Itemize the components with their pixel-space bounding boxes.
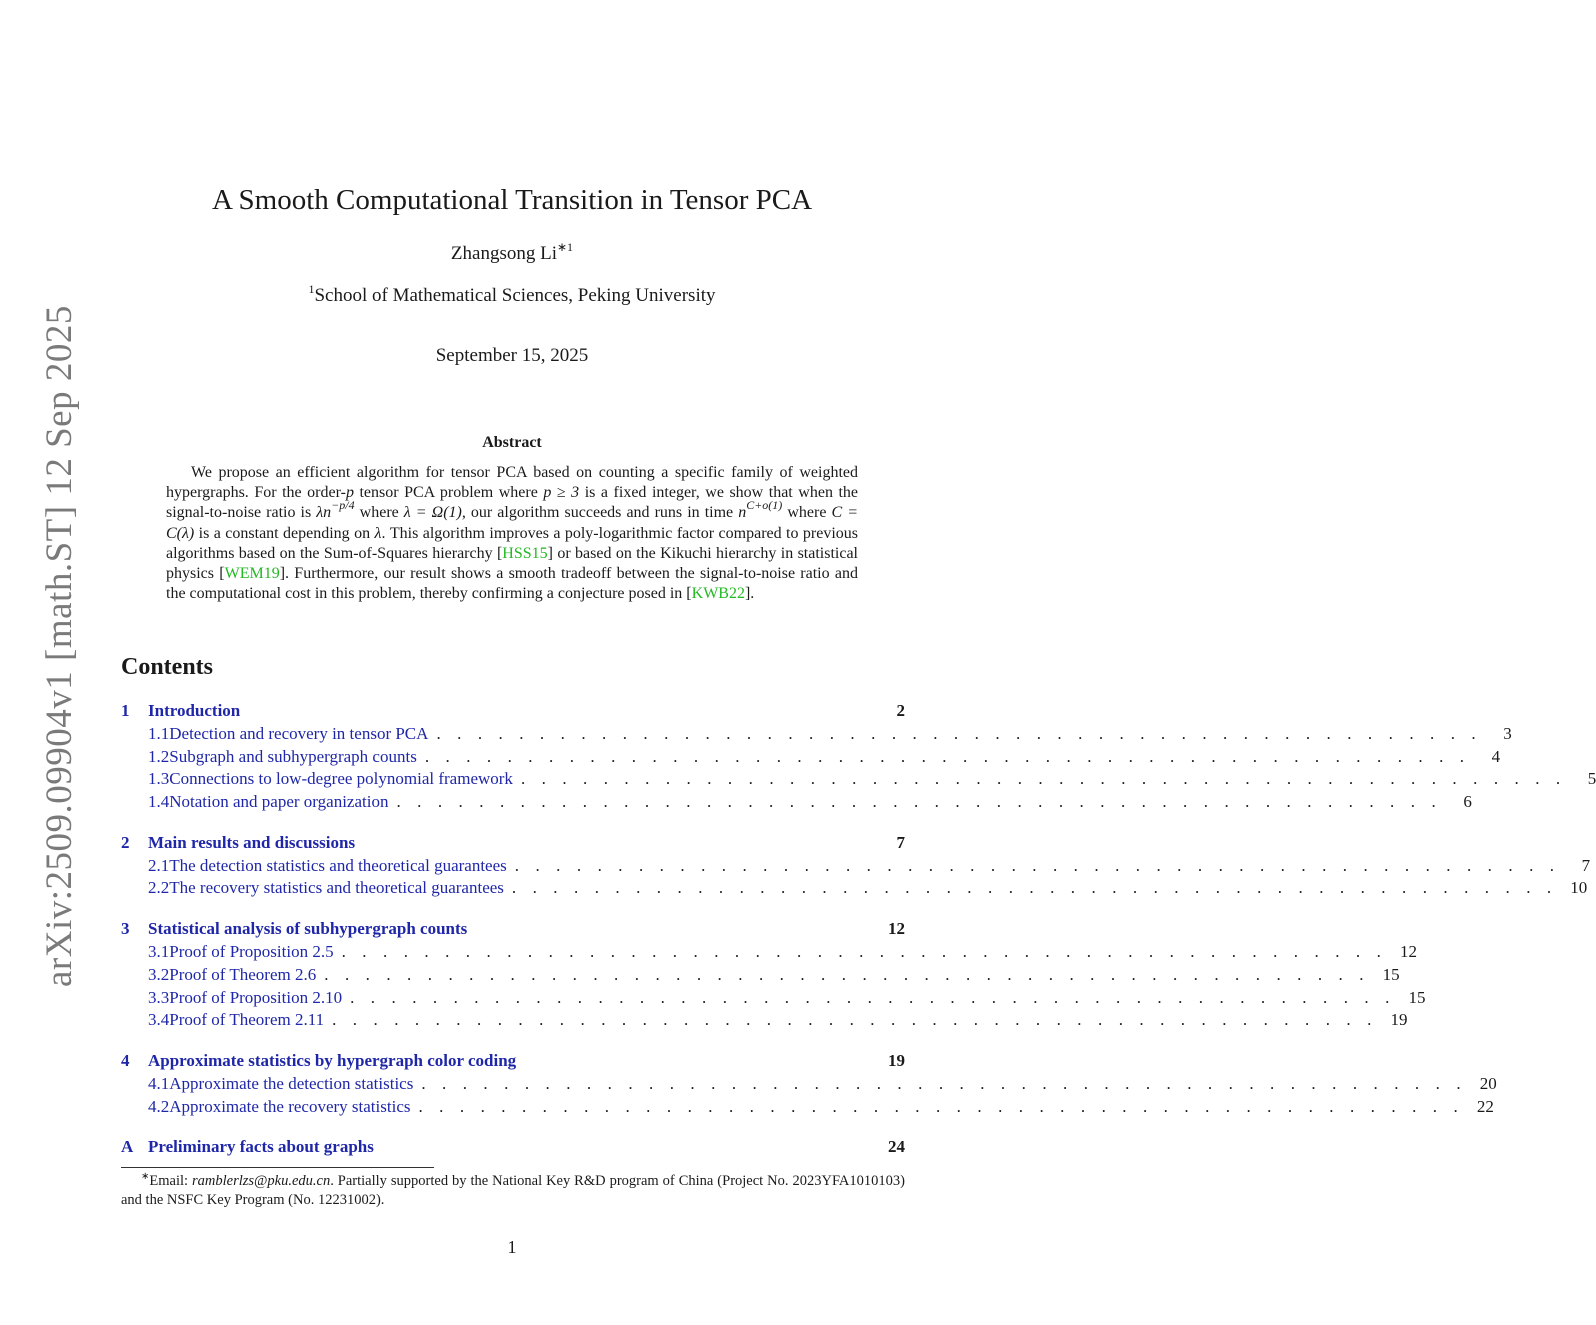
toc-page-number: 7 <box>1581 855 1591 875</box>
toc-number: 3.2 <box>148 964 170 984</box>
math-snr-exponent: −p/4 <box>331 498 355 513</box>
footnote-email[interactable]: ramblerlzs@pku.edu.cn <box>192 1173 331 1189</box>
toc-page-number: 10 <box>1570 878 1588 898</box>
math-snr: λn <box>316 504 332 522</box>
author-line <box>0 240 1024 265</box>
toc-page-number: 5 <box>1587 769 1596 789</box>
citation-link[interactable]: HSS15 <box>502 544 548 562</box>
toc-number: 1.2 <box>148 746 170 766</box>
toc-page-number: 4 <box>1491 746 1501 766</box>
toc-section[interactable] <box>121 700 905 723</box>
abstract-text: is a constant depending on <box>194 524 375 542</box>
author-marks: ∗1 <box>557 240 574 254</box>
toc-page-number: 22 <box>1476 1096 1494 1116</box>
toc-subsection[interactable] <box>121 964 1400 987</box>
abstract-text: ]. Furthermore, our result shows a smooth tradeoff between the signal-to-noise ratio and the computational cost in this problem, thereby confirming a conjecture posed in [ <box>166 565 858 603</box>
abstract-text: tensor PCA problem where <box>353 484 544 502</box>
math-var-p: p <box>345 484 354 502</box>
toc-title[interactable]: Main results and discussions <box>148 832 356 852</box>
toc-subsection[interactable] <box>121 941 1417 964</box>
toc-number: 1.4 <box>148 792 170 812</box>
math-condition: C = C(λ) <box>166 504 859 542</box>
math-runtime: n <box>738 504 747 522</box>
toc-page-number: 12 <box>1399 942 1417 962</box>
toc-page-number: 6 <box>1463 792 1472 812</box>
toc-title[interactable]: The detection statistics and theoretical guarantees <box>169 855 507 875</box>
toc-section[interactable] <box>121 1136 905 1159</box>
toc-subsection[interactable] <box>121 987 1426 1010</box>
dot-leader: . . . . . . . . . . . . . . . . . . . . . . . . . . . . . . . . . . . . . . . . . . . . . . . . . . . <box>511 878 1558 898</box>
math-runtime-exponent: C+o(1) <box>746 498 783 513</box>
toc-number: 4.1 <box>148 1073 170 1093</box>
math-condition: λ = Ω(1) <box>403 504 462 522</box>
citation-link[interactable]: WEM19 <box>224 565 280 583</box>
page-number: 1 <box>507 1237 517 1257</box>
author-name: Zhangsong Li <box>450 243 557 264</box>
toc-page-number: 7 <box>896 832 905 852</box>
toc-subsection[interactable] <box>121 855 1591 878</box>
footnote-mark: ∗ <box>141 1171 150 1182</box>
toc-title[interactable]: Approximate statistics by hypergraph color coding <box>148 1050 517 1070</box>
toc-title[interactable]: Proof of Proposition 2.10 <box>169 987 343 1007</box>
toc-title[interactable]: Proof of Theorem 2.6 <box>169 964 317 984</box>
toc-number: 1.3 <box>148 769 170 789</box>
dot-leader: . . . . . . . . . . . . . . . . . . . . . . . . . . . . . . . . . . . . . . . . . . . . . . . . . . . <box>396 792 1442 812</box>
toc-subsection[interactable] <box>121 746 1501 769</box>
toc-number: 3.4 <box>148 1010 170 1030</box>
toc-page-number: 24 <box>888 1137 905 1157</box>
toc-subsection[interactable] <box>121 1096 1494 1119</box>
toc-title[interactable]: Approximate the detection statistics <box>169 1073 414 1093</box>
dot-leader: . . . . . . . . . . . . . . . . . . . . . . . . . . . . . . . . . . . . . . . . . . . . . . . . . . . <box>436 724 1482 743</box>
toc-page-number: 19 <box>1390 1010 1408 1030</box>
toc-number: 2 <box>121 832 130 852</box>
abstract-body <box>166 463 858 604</box>
affiliation-line <box>0 282 1024 307</box>
affiliation-text: School of Mathematical Sciences, Peking University <box>314 285 716 306</box>
toc-number: 3.3 <box>148 987 170 1007</box>
dot-leader: . . . . . . . . . . . . . . . . . . . . . . . . . . . . . . . . . . . . . . . . . . . . . . . . . . . <box>350 987 1396 1007</box>
toc-number: 4 <box>121 1050 130 1070</box>
toc-subsection[interactable] <box>121 791 1472 814</box>
dot-leader: . . . . . . . . . . . . . . . . . . . . . . . . . . . . . . . . . . . . . . . . . . . . . . . . . . . <box>424 746 1471 766</box>
abstract-text: ] or based on the Kikuchi hierarchy in statistical physics [ <box>166 544 858 583</box>
toc-title[interactable]: Notation and paper organization <box>169 792 389 812</box>
toc-title[interactable]: Preliminary facts about graphs <box>148 1137 374 1157</box>
toc-page-number: 3 <box>1503 724 1512 743</box>
toc-page-number: 19 <box>888 1050 905 1070</box>
toc-title[interactable]: Connections to low-degree polynomial framework <box>169 769 513 789</box>
math-var-lambda: λ <box>374 524 382 542</box>
toc-number: 1 <box>121 701 130 720</box>
abstract-text: is a fixed integer, we show that when the signal-to-noise ratio is <box>166 484 859 522</box>
toc-number: 2.1 <box>148 855 170 875</box>
toc-page-number: 2 <box>896 701 905 720</box>
toc-title[interactable]: Proof of Theorem 2.11 <box>169 1010 325 1030</box>
toc-title[interactable]: The recovery statistics and theoretical guarantees <box>169 878 504 898</box>
dot-leader: . . . . . . . . . . . . . . . . . . . . . . . . . . . . . . . . . . . . . . . . . . . . . . . . . . . <box>421 1073 1467 1093</box>
toc-number: 1.1 <box>148 724 170 743</box>
toc-title[interactable]: Detection and recovery in tensor PCA <box>169 724 429 743</box>
toc-number: A <box>121 1137 134 1157</box>
footnote-label: Email: <box>149 1173 193 1189</box>
toc-page-number: 20 <box>1479 1073 1497 1093</box>
abstract-text: ]. <box>744 585 755 603</box>
dot-leader: . . . . . . . . . . . . . . . . . . . . . . . . . . . . . . . . . . . . . . . . . . . . . . . . . . . <box>418 1096 1464 1116</box>
toc-number: 3.1 <box>148 942 170 962</box>
footnote-text: . Partially supported by the National Key R&D program of China (Project No. 2023YFA1010103) and the NSFC Key Program (No. 12231002). <box>121 1173 905 1208</box>
toc-title[interactable]: Statistical analysis of subhypergraph counts <box>148 919 468 939</box>
dot-leader: . . . . . . . . . . . . . . . . . . . . . . . . . . . . . . . . . . . . . . . . . . . . . . . . . . . <box>514 855 1561 875</box>
table-of-contents <box>121 700 1596 1159</box>
toc-title[interactable]: Subgraph and subhypergraph counts <box>169 746 417 766</box>
contents-heading: Contents <box>121 654 214 680</box>
affiliation-mark: 1 <box>308 282 315 296</box>
toc-subsection[interactable] <box>121 877 1588 900</box>
dot-leader: . . . . . . . . . . . . . . . . . . . . . . . . . . . . . . . . . . . . . . . . . . . . . . . . . . . <box>520 769 1567 789</box>
abstract-text: , our algorithm succeeds and runs in time <box>461 504 739 522</box>
toc-title[interactable]: Introduction <box>148 701 241 720</box>
footnote-rule <box>121 1167 434 1168</box>
toc-page-number: 15 <box>1382 964 1400 984</box>
abstract-text: where <box>782 504 832 522</box>
citation-link[interactable]: KWB22 <box>691 585 745 603</box>
dot-leader: . . . . . . . . . . . . . . . . . . . . . . . . . . . . . . . . . . . . . . . . . . . . . . . . . . . <box>341 942 1387 962</box>
toc-subsection[interactable] <box>121 1073 1497 1096</box>
toc-title[interactable]: Proof of Proposition 2.5 <box>169 942 334 962</box>
toc-page-number: 12 <box>888 919 905 939</box>
math-condition: p ≥ 3 <box>543 484 580 502</box>
toc-subsection[interactable] <box>121 723 1512 746</box>
arxiv-identifier-stamp: arXiv:2509.09904v1 [math.ST] 12 Sep 2025 <box>39 305 80 987</box>
toc-section[interactable] <box>121 832 905 855</box>
paper-title: A Smooth Computational Transition in Tensor PCA <box>211 184 813 216</box>
toc-section[interactable] <box>121 1050 905 1073</box>
abstract-heading: Abstract <box>482 434 542 451</box>
abstract-text: . This algorithm improves a poly-logarithmic factor compared to previous algorithms based on the Sum-of-Squares hierarchy [ <box>166 524 859 562</box>
abstract-text: where <box>354 504 404 522</box>
footnote <box>121 1172 905 1210</box>
toc-number: 3 <box>121 919 130 939</box>
toc-section[interactable] <box>121 918 905 941</box>
toc-number: 2.2 <box>148 878 170 898</box>
dot-leader: . . . . . . . . . . . . . . . . . . . . . . . . . . . . . . . . . . . . . . . . . . . . . . . . . . . <box>324 964 1370 984</box>
toc-page-number: 15 <box>1408 987 1426 1007</box>
dot-leader: . . . . . . . . . . . . . . . . . . . . . . . . . . . . . . . . . . . . . . . . . . . . . . . . . . . <box>332 1010 1378 1030</box>
toc-subsection[interactable] <box>121 768 1596 791</box>
publication-date: September 15, 2025 <box>435 345 589 366</box>
toc-number: 4.2 <box>148 1096 170 1116</box>
toc-subsection[interactable] <box>121 1009 1408 1032</box>
toc-title[interactable]: Approximate the recovery statistics <box>169 1096 411 1116</box>
abstract-text: We propose an efficient algorithm for tensor PCA based on counting a specific family of weighted hypergraphs. For the order- <box>166 464 858 502</box>
